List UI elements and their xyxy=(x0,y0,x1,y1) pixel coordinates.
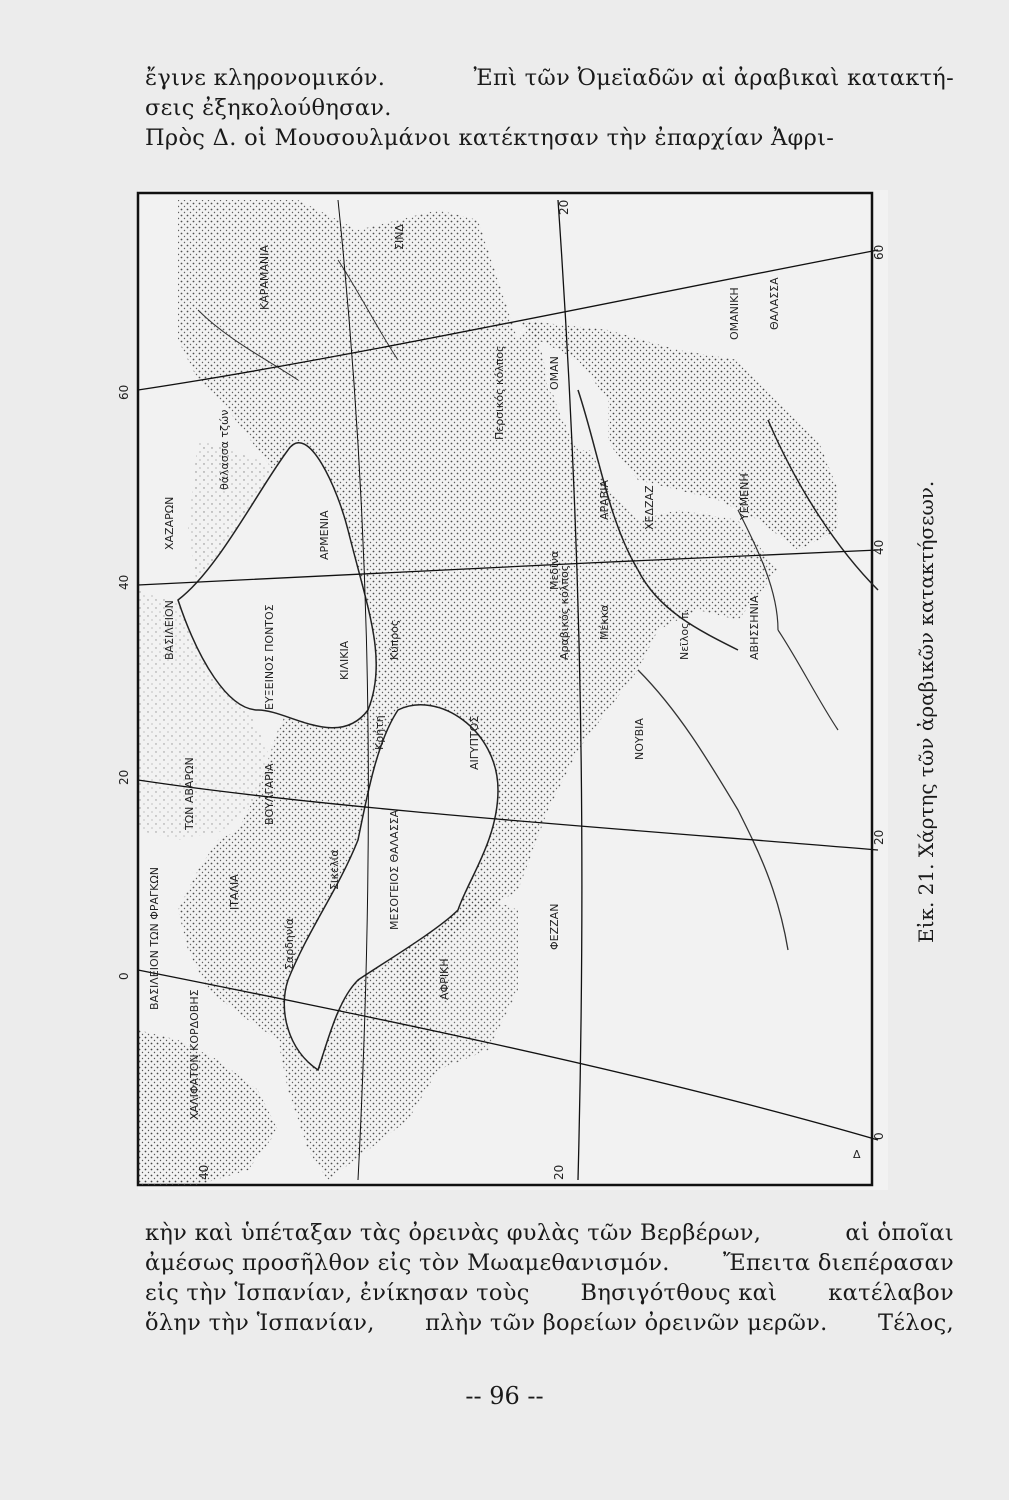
label-aigyptos: ΑΙΓΥΠΤΟΣ xyxy=(468,715,481,770)
top-line-1-left: ἔγινε κληρονομικόν. xyxy=(145,65,386,91)
coord-top-20: 20 xyxy=(557,199,571,215)
bottom-line-4-c: Τέλος, xyxy=(877,1310,954,1336)
label-nubia: ΝΟΥΒΙΑ xyxy=(633,718,646,760)
coord-bottom-20: 20 xyxy=(552,1164,566,1180)
top-line-2: σεις ἐξηκολούθησαν. xyxy=(145,95,392,121)
bottom-line-2 xyxy=(145,1248,954,1278)
label-yemeni: ΥΕΜΕΝΗ xyxy=(738,473,751,520)
coord-right-40: 40 xyxy=(872,539,886,555)
coord-right-20: 20 xyxy=(872,829,886,845)
bottom-line-3-b: Βησιγότθους καὶ xyxy=(580,1280,778,1306)
label-vasileion-franks: ΒΑΣΙΛΕΙΟΝ ΤΩΝ ΦΡΑΓΚΩΝ xyxy=(148,866,161,1010)
bottom-line-3-a: εἰς τὴν Ἱσπανίαν, ἐνίκησαν τοὺς xyxy=(145,1280,530,1306)
label-habessinia: ΑΒΗΣΣΗΝΙΑ xyxy=(748,595,761,660)
label-karamania: ΚΑΡΑΜΑΝΙΑ xyxy=(258,245,271,310)
arab-conquests-map xyxy=(117,190,888,1190)
top-line-3-text: Πρὸς Δ. οἱ Μουσουλμάνοι κατέκτησαν τὴν ἐπαρχίαν Ἀφρι- xyxy=(145,125,835,151)
coord-right-60: 60 xyxy=(872,244,886,260)
label-khazaron: ΧΑΖΑΡΩΝ xyxy=(163,496,176,550)
label-kriti: Κρήτη xyxy=(373,715,386,750)
label-medina: Μεδίνα xyxy=(548,550,561,590)
label-arabikos: Αραβικός κόλπος xyxy=(558,564,571,660)
label-armenia: ΑΡΜΕΝΙΑ xyxy=(318,510,331,560)
top-line-1-right: Ἐπὶ τῶν Ὀμεϊαδῶν αἱ ἀραβικαὶ κατακτή- xyxy=(473,65,954,91)
label-persikos: Περσικός κόλπος xyxy=(493,345,506,440)
map-svg xyxy=(117,190,888,1190)
label-sardinia: Σαρδηνία xyxy=(283,917,296,970)
figure-caption xyxy=(905,480,945,945)
label-sikelia: Σικελία xyxy=(328,849,341,890)
coord-left-60: 60 xyxy=(117,384,131,400)
coord-bottom-40: 40 xyxy=(197,1164,211,1180)
label-arabia: ΑΡΑΒΙΑ xyxy=(598,480,611,520)
bottom-line-2-a: ἀμέσως προσῆλθον εἰς τὸν Μωαμεθανισμόν. xyxy=(145,1250,670,1276)
bottom-paragraph xyxy=(145,1218,954,1338)
label-kypros: Κύπρος xyxy=(388,619,401,660)
bottom-line-4 xyxy=(145,1308,954,1338)
bottom-line-4-b: πλὴν τῶν βορείων ὀρεινῶν μερῶν. xyxy=(425,1310,828,1336)
label-delta: Δ xyxy=(853,1148,861,1161)
bottom-line-2-b: Ἔπειτα διεπέρασαν xyxy=(723,1250,954,1276)
label-afriki: ΑΦΡΙΚΗ xyxy=(438,958,451,1000)
label-italia: ΙΤΑΛΙΑ xyxy=(228,874,241,910)
label-thalassa: ΘΑΛΑΣΣΑ xyxy=(768,277,781,330)
coord-left-0: 0 xyxy=(117,972,131,980)
label-omaniki: ΟΜΑΝΙΚΗ xyxy=(728,287,741,340)
bottom-line-3-c: κατέλαβον xyxy=(828,1280,954,1306)
label-euxeinos: ΕΥΞΕΙΝΟΣ ΠΟΝΤΟΣ xyxy=(263,604,276,710)
bottom-line-1-b: αἱ ὁποῖαι xyxy=(845,1220,954,1246)
top-line-1 xyxy=(145,63,954,93)
bottom-line-1-a: κὴν καὶ ὑπέταξαν τὰς ὀρεινὰς φυλὰς τῶν Βερβέρων, xyxy=(145,1220,762,1246)
bottom-line-1 xyxy=(145,1218,954,1248)
caption-text: Εἰκ. 21. Χάρτης τῶν ἀραβικῶν κατακτήσεων. xyxy=(914,480,938,943)
label-mesogeios: ΜΕΣΟΓΕΙΟΣ ΘΑΛΑΣΣΑ xyxy=(388,809,401,930)
coord-left-20: 20 xyxy=(117,769,131,785)
bottom-line-4-a: ὅλην τὴν Ἱσπανίαν, xyxy=(145,1310,375,1336)
label-neilos: Νεῖλος π. xyxy=(678,608,691,660)
label-oman: ΟΜΑΝ xyxy=(548,356,561,390)
coord-left-40: 40 xyxy=(117,574,131,590)
top-paragraph xyxy=(145,63,954,153)
label-khalifato: ΧΑΛΙΦΑΤΟΝ ΚΟΡΔΟΒΗΣ xyxy=(188,989,201,1120)
caption-svg xyxy=(905,480,945,945)
label-mekka: Μέκκα xyxy=(598,604,611,640)
label-bulgaria: ΒΟΥΛΓΑΡΙΑ xyxy=(263,763,276,825)
label-thalasso-tzon: θάλασσα τζών xyxy=(218,409,231,490)
page-number: -- 96 -- xyxy=(465,1382,544,1410)
label-sina: ΣΙΝΔ xyxy=(393,224,406,250)
label-vasileion: ΒΑΣΙΛΕΙΟΝ xyxy=(163,600,176,660)
top-line-3 xyxy=(145,123,954,153)
label-fezzan: ΦΕΖΖΑΝ xyxy=(548,903,561,950)
label-avaron: ΤΩΝ ΑΒΑΡΩΝ xyxy=(183,757,196,830)
label-hedjaz: ΧΕΔΖΑΖ xyxy=(643,485,656,530)
bottom-line-3 xyxy=(145,1278,954,1308)
coord-right-0: 0 xyxy=(872,1132,886,1140)
label-kilikia: ΚΙΛΙΚΙΑ xyxy=(338,640,351,680)
